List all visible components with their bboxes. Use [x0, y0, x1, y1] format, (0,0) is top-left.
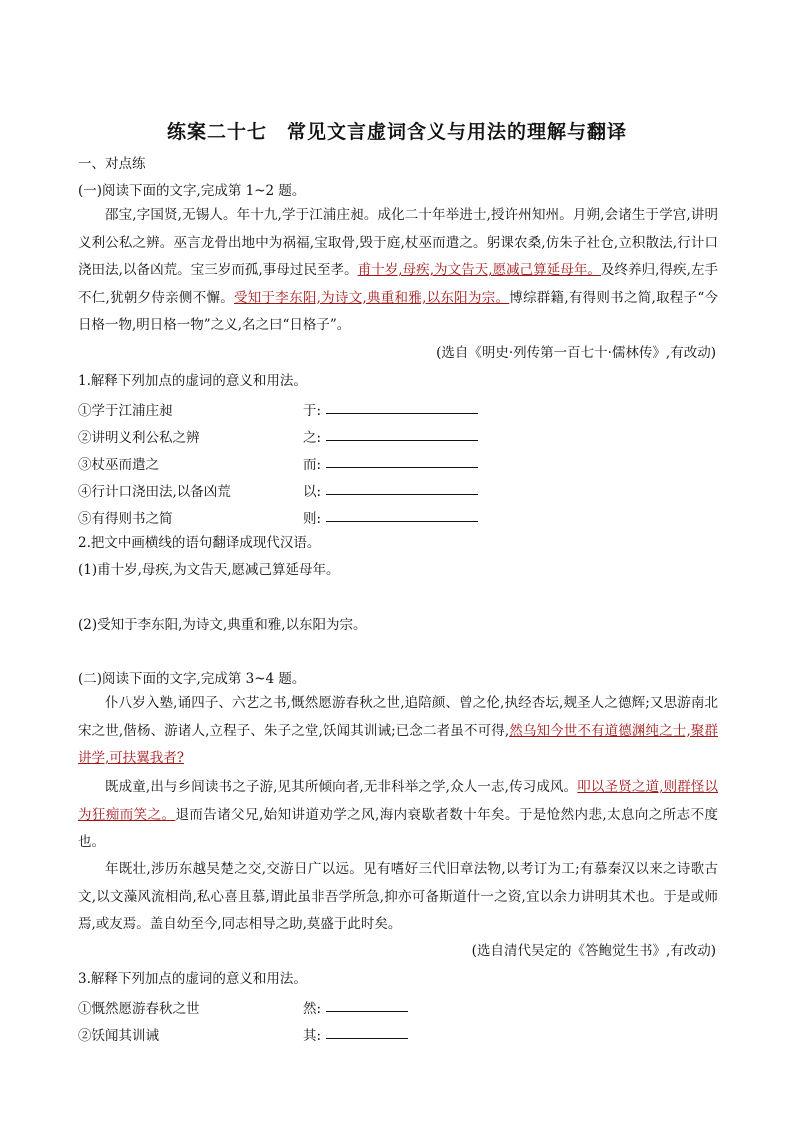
- section-heading: 一、对点练: [78, 156, 146, 172]
- answer-blank[interactable]: [326, 494, 478, 495]
- q3-item: ②饫闻其训诫 其:: [78, 1024, 578, 1042]
- passage2-paragraph-3: 年既壮,涉历东越吴楚之交,交游日广以远。见有嗜好三代旧章法物,以考订为工;有慕秦汉以来之诗歌古文,以文藻风流相尚,私心喜且慕,谓此虽非吾学所急,抑亦可备斯道什一之资,宜以余力讲明其术也。于是或师焉,或友焉。盖自幼至今,同志相导之助,莫盛于此时矣。: [78, 861, 718, 932]
- passage1: 邵宝,字国贤,无锡人。年十九,学于江浦庄昶。成化二十年举进士,授许州知州。月朔,会诸生于学宫,讲明义利公私之辨。巫言龙骨出地中为祸福,宝取骨,毁于庭,杖巫而遣之。躬课农桑,仿朱子社仓,立积散法,行计口浇田法,以备凶荒。宝三岁而孤,事母过民至孝。甫十岁,母疾,为文告天,愿减己算延母年。及终养归,得疾,左手不仁,犹朝夕侍亲侧不懈。受知于李东阳,为诗文,典重和雅,以东阳为宗。博综群籍,有得则书之简,取程子“今日格一物,明日格一物”之义,名之曰“日格子”。: [78, 207, 719, 333]
- underlined-sentence-2: 受知于李东阳,为诗文,典重和雅,以东阳为宗。: [234, 289, 510, 306]
- passage1-source: (选自《明史·列传第一百七十·儒林传》,有改动): [436, 345, 716, 361]
- part2-intro: (二)阅读下面的文字,完成第 3~4 题。: [78, 671, 306, 687]
- answer-blank[interactable]: [326, 521, 478, 522]
- q1-item: ②讲明义利公私之辨 之:: [78, 426, 578, 444]
- question-2-2: (2)受知于李东阳,为诗文,典重和雅,以东阳为宗。: [78, 617, 367, 633]
- question-2: 2.把文中画横线的语句翻译成现代汉语。: [78, 535, 321, 551]
- question-1: 1.解释下列加点的虚词的意义和用法。: [78, 373, 307, 389]
- answer-blank[interactable]: [326, 413, 478, 414]
- passage2-source: (选自清代吴定的《答鲍觉生书》,有改动): [471, 943, 716, 959]
- answer-blank[interactable]: [326, 467, 478, 468]
- underlined-sentence-1: 甫十岁,母疾,为文告天,愿减己算延母年。: [357, 262, 601, 278]
- underlined-sentence-4: 叩以圣贤之道,则群怪以为狂痴而笑之。: [78, 779, 718, 823]
- page-title: 练案二十七 常见文言虚词含义与用法的理解与翻译: [166, 121, 627, 143]
- q1-item: ③杖巫而遣之 而:: [78, 453, 578, 471]
- q1-item: ①学于江浦庄昶 于:: [78, 399, 578, 417]
- part1-intro: (一)阅读下面的文字,完成第 1~2 题。: [78, 183, 306, 199]
- q1-item: ⑤有得则书之简 则:: [78, 507, 578, 525]
- answer-blank[interactable]: [326, 440, 478, 441]
- answer-blank[interactable]: [326, 1038, 408, 1039]
- answer-blank[interactable]: [326, 1011, 408, 1012]
- q3-item: ①慨然愿游春秋之世 然:: [78, 997, 578, 1015]
- passage2-paragraph-2: 既成童,出与乡闾读书之子游,见其所倾向者,无非科举之学,众人一志,传习成风。叩以圣贤之道,则群怪以为狂痴而笑之。退而告诸父兄,始知讲道劝学之风,海内衰歇者数十年矣。于是怆然内悲,太息向之所志不度也。: [78, 779, 719, 850]
- passage2-paragraph-1: 仆八岁入塾,诵四子、六艺之书,慨然愿游春秋之世,追陪颜、曾之伦,执经杏坛,觌圣人之德辉;又思游南北宋之世,偕杨、游诸人,立程子、朱子之堂,饫闻其训诫;已念二者虽不可得,然乌知今世不有道德渊纯之士,聚群讲学,可扶翼我者?: [78, 695, 718, 766]
- underlined-sentence-3: 然乌知今世不有道德渊纯之士,聚群讲学,可扶翼我者?: [78, 722, 718, 766]
- question-2-1: (1)甫十岁,母疾,为文告天,愿减己算延母年。: [78, 562, 340, 578]
- q1-item: ④行计口浇田法,以备凶荒 以:: [78, 480, 578, 498]
- question-3: 3.解释下列加点的虚词的意义和用法。: [78, 971, 307, 987]
